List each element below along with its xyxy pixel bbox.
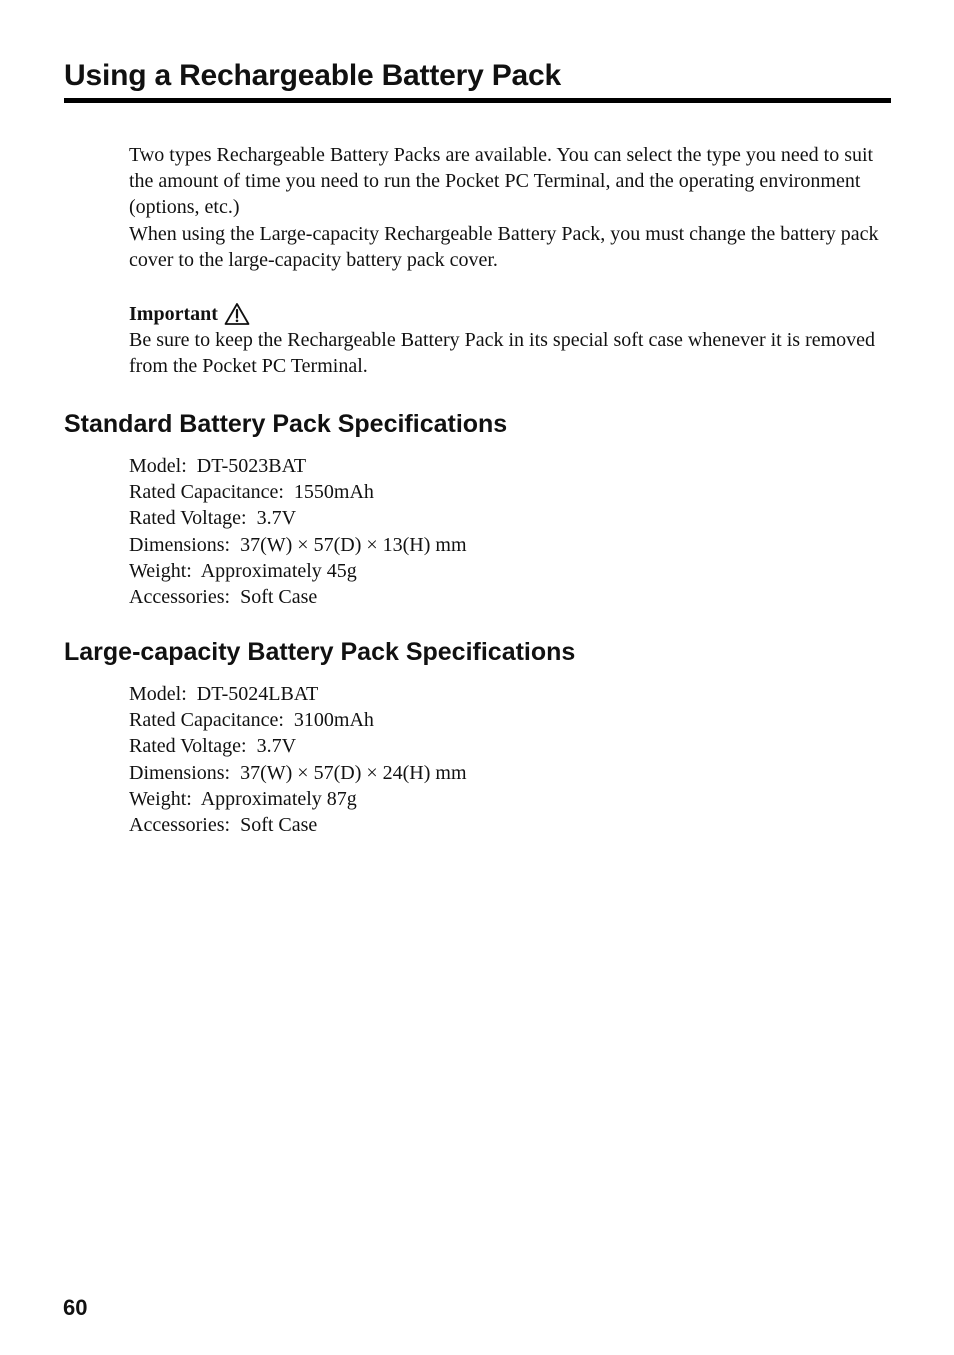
spec-item-accessories: Accessories: Soft Case [129, 586, 318, 609]
title-rule [64, 98, 891, 103]
important-note [129, 301, 879, 380]
spec-item-weight: Weight: Approximately 45g [129, 559, 357, 582]
important-heading [129, 301, 879, 327]
warning-icon [224, 302, 250, 326]
intro-section [129, 142, 879, 273]
large-specs-list [129, 681, 467, 838]
spec-item-dimensions: Dimensions: 37(W) × 57(D) × 13(H) mm [129, 533, 467, 556]
spec-item-accessories: Accessories: Soft Case [129, 814, 318, 837]
important-text: Be sure to keep the Rechargeable Battery Pack in its special soft case whenever it is removed from the Pocket PC Terminal. [129, 329, 876, 378]
spec-item-model: Model: DT-5023BAT [129, 455, 307, 477]
spec-item-capacitance: Rated Capacitance: 3100mAh [129, 709, 374, 732]
large-specs-heading: Large-capacity Battery Pack Specifications [64, 638, 576, 666]
spec-item-capacitance: Rated Capacitance: 1550mAh [129, 481, 374, 504]
spec-item-dimensions: Dimensions: 37(W) × 57(D) × 24(H) mm [129, 761, 467, 784]
intro-paragraph-2: When using the Large-capacity Rechargeable Battery Pack, you must change the battery pack cover to the large-capacity battery pack cover. [129, 222, 879, 271]
page-title: Using a Rechargeable Battery Pack [64, 59, 561, 92]
spec-item-weight: Weight: Approximately 87g [129, 787, 357, 810]
page-number: 60 [63, 1295, 88, 1320]
important-label: Important [129, 303, 218, 325]
standard-specs-list [129, 453, 467, 610]
standard-specs-heading: Standard Battery Pack Specifications [64, 410, 508, 438]
intro-paragraph-1: Two types Rechargeable Battery Packs are available. You can select the type you need to suit the amount of time you need to run the Pocket PC Terminal, and the operating environment (options, etc.) [129, 144, 874, 219]
spec-item-voltage: Rated Voltage: 3.7V [129, 507, 297, 530]
spec-item-voltage: Rated Voltage: 3.7V [129, 735, 297, 758]
spec-item-model: Model: DT-5024LBAT [129, 683, 319, 705]
